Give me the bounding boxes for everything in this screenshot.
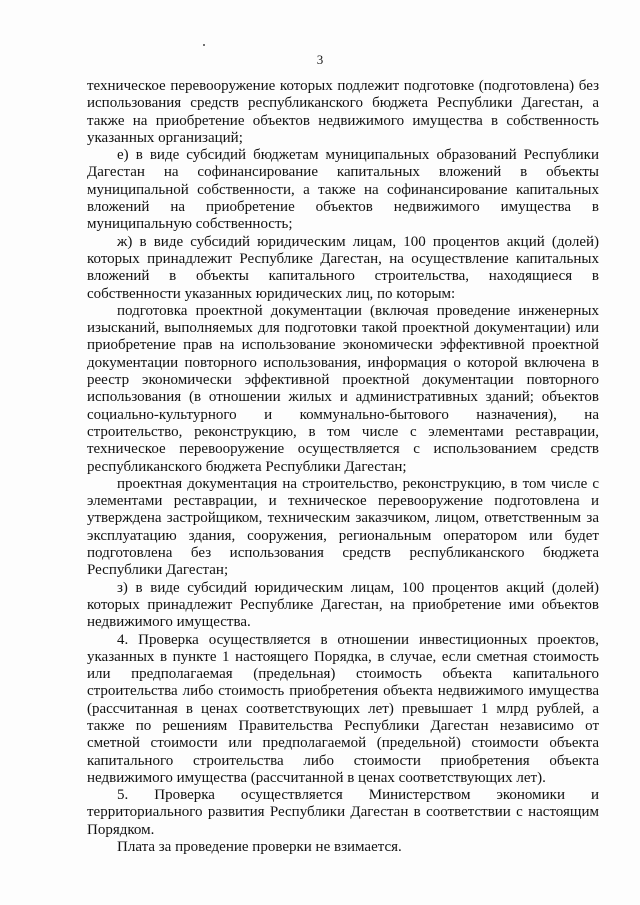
scan-speck [203,44,205,46]
document-body [87,78,599,856]
paragraph-item-zh: ж) в виде субсидий юридическим лицам, 100 процентов акций (долей) которых принадлежит Республике Дагестан, на осуществление капитальных вложений в объекты капитального строительства, находящиеся в собственности указанных юридических лиц, по которым: [87,233,599,302]
paragraph-fee: Плата за проведение проверки не взимается. [117,839,402,856]
paragraph-continuation: техническое перевооружение которых подлежит подготовке (подготовлена) без использования средств республиканского бюджета Республики Дагестан, а также на приобретение объектов недвижимого имущества в собственность указанных организаций; [87,78,599,146]
paragraph-section-5: 5. Проверка осуществляется Министерством экономики и территориального развития Республики Дагестан в соответствии с настоящим Порядком. [87,787,599,838]
paragraph-item-e: е) в виде субсидий бюджетам муниципальных образований Республики Дагестан на софинансирование капитальных вложений в объекты муниципальной собственности, а также на софинансирование капитальных вложений на приобретение объектов недвижимого имущества в муниципальную собственность; [87,147,599,233]
page-number: 3 [316,52,324,67]
paragraph-item-z: з) в виде субсидий юридическим лицам, 100 процентов акций (долей) которых принадлежит Республике Дагестан, на приобретение ими объектов недвижимого имущества. [87,579,599,631]
paragraph-design-approved: проектная документация на строительство, реконструкцию, в том числе с элементами реставрации, и техническое перевооружение подготовлена и утверждена застройщиком, техническим заказчиком, лицом, ответственным за эксплуатацию здания, сооружения, региональным оператором или будет подготовлена без использования средств республиканского бюджета Республики Дагестан; [87,475,599,579]
paragraph-section-4: 4. Проверка осуществляется в отношении инвестиционных проектов, указанных в пункте 1 настоящего Порядка, в случае, если сметная стоимость или предполагаемая (предельная) стоимость объекта капитального строительства либо стоимость приобретения объекта недвижимого имущества (рассчитанная в ценах соответствующих лет) превышает 1 млрд рублей, а также по решениям Правительства Республики Дагестан независимо от сметной стоимости или предполагаемой (предельной) стоимости объекта капитального строительства либо стоимости приобретения объекта недвижимого имущества (рассчитанной в ценах соответствующих лет). [87,631,599,786]
paragraph-design-documentation: подготовка проектной документации (включая проведение инженерных изысканий, выполняемых для подготовки такой проектной документации) или приобретение прав на использование экономически эффективной проектной документации повторного использования, информация о которой включена в реестр экономически эффективной проектной документации повторного использования (в отношении жилых и административных зданий; объектов социально-культурного и коммунально-бытового назначения), на строительство, реконструкцию, в том числе с элементами реставрации, техническое перевооружение осуществляется с использованием средств республиканского бюджета Республики Дагестан; [87,302,599,475]
